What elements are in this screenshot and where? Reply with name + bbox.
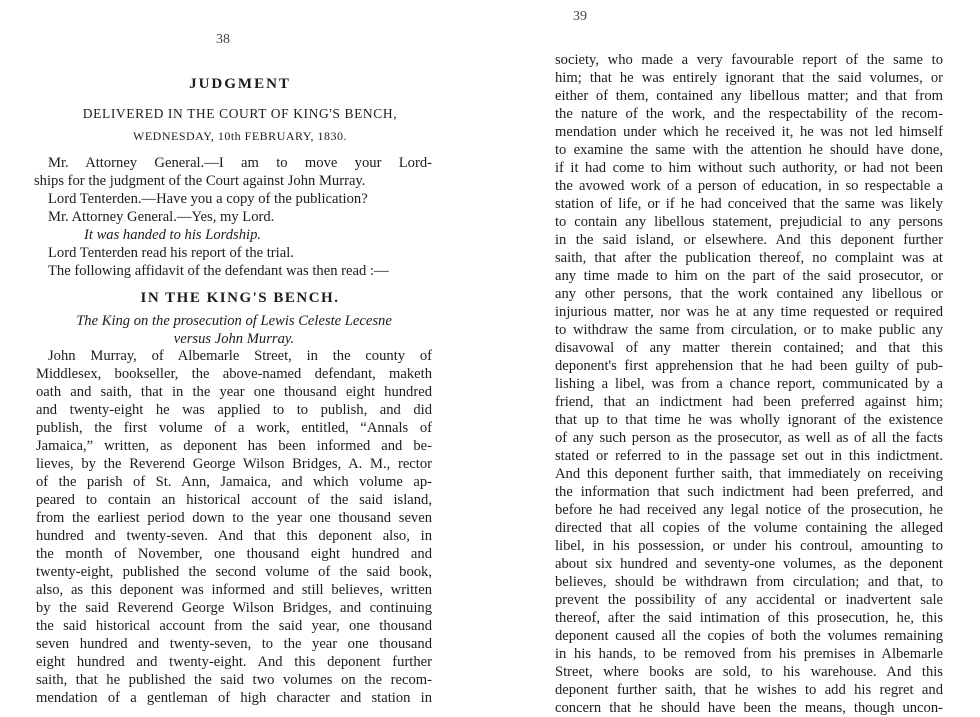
text-line: injurious matter, nor was he at any time requested or required: [555, 304, 943, 320]
text-line: in his hands, to be removed from his premises in Albemarle: [555, 646, 943, 662]
text-line: directed that all copies of the volume containing the alleged: [555, 520, 943, 536]
text-line: in the said island, or elsewhere. And this deponent further: [555, 232, 943, 248]
text-line: the nature of the work, and the respectability of the recom-: [555, 106, 943, 122]
text-line: before he had received any legal notice of the prosecution, he: [555, 502, 943, 518]
affidavit-text: [36, 347, 432, 707]
text-line: friend, that an indictment had been preferred against him;: [555, 394, 943, 410]
dialogue-line: Lord Tenterden.—Have you a copy of the publication?: [48, 191, 368, 207]
text-line: the avowed work of a person of education, in so respectable a: [555, 178, 943, 194]
text-line: stated or referred to in the passage set out in this indictment.: [555, 448, 943, 464]
text-line: the said historical account from the said year, one thousand: [36, 618, 432, 634]
text-line: Jamaica,” written, as deponent has been informed and be-: [36, 438, 432, 454]
text-line: the month of November, one thousand eight hundred and: [36, 546, 432, 562]
left-page: [0, 0, 480, 714]
text-line: hundred and twenty-seven. And that this deponent also, in: [36, 528, 432, 544]
page-number: 39: [573, 9, 587, 24]
page-number: 38: [216, 32, 230, 47]
case-title: [36, 312, 432, 348]
text-line: twenty-eight, published the second volume of the said book,: [36, 564, 432, 580]
text-line: deponent further saith, that he wishes to add his regret and: [555, 682, 943, 698]
text-line: station of life, or if he had conceived that the same was likely: [555, 196, 943, 212]
subtitle: DELIVERED IN THE COURT OF KING'S BENCH,: [82, 106, 398, 121]
text-line: prevent the possibility of any accidental or inadvertent sale: [555, 592, 943, 608]
case-line: versus John Murray.: [173, 331, 295, 347]
dialogue-block: [36, 154, 432, 280]
text-line: by the said Reverend George Wilson Bridges, and continuing: [36, 600, 432, 616]
dialogue-line: ships for the judgment of the Court against John Murray.: [34, 173, 366, 189]
text-line: lieves, by the Reverend George Wilson Bridges, A. M., rector: [36, 456, 432, 472]
text-line: of the parish of St. Ann, Jamaica, and which volume ap-: [36, 474, 432, 490]
text-line: oath and saith, that in the year one thousand eight hundred: [36, 384, 432, 400]
text-line: libel, in his possession, or under his controul, amounting to: [555, 538, 943, 554]
text-line: also, as this deponent was informed and still believes, written: [36, 582, 432, 598]
dialogue-line: The following affidavit of the defendant was then read :—: [48, 263, 389, 279]
text-line: seven hundred and twenty-seven, to the year one thousand: [36, 636, 432, 652]
text-line: to examine the same with the attention he should have done,: [555, 142, 943, 158]
text-line: to withdraw the same from circulation, or to make public any: [555, 322, 943, 338]
text-line: believes, should be withdrawn from circulation; and that, to: [555, 574, 943, 590]
text-line: from the earliest period down to the year one thousand seven: [36, 510, 432, 526]
text-line: mendation under which he received it, he was not led himself: [555, 124, 943, 140]
text-line: of any such person as the prosecutor, as well as of all the facts: [555, 430, 943, 446]
text-line: if it had come to him without such authority, or had not been: [555, 160, 943, 176]
text-line: any other persons, that the work contained any libellous or: [555, 286, 943, 302]
text-line: concern that he should have been the means, though uncon-: [555, 700, 943, 716]
continued-text: [555, 51, 943, 717]
text-line: John Murray, of Albemarle Street, in the county of: [48, 348, 432, 364]
text-line: that up to that time he was wholly ignorant of the existence: [555, 412, 943, 428]
text-line: thereof, after the said intimation of this prosecution, he, this: [555, 610, 943, 626]
text-line: about six hundred and seventy-one volumes, as the deponent: [555, 556, 943, 572]
page-title: JUDGMENT: [189, 76, 291, 92]
text-line: any time made to him on the part of the said prosecutor, or: [555, 268, 943, 284]
text-line: saith, that he published the said two volumes on the recom-: [36, 672, 432, 688]
text-line: deponent's first apprehension that he had been guilty of pub-: [555, 358, 943, 374]
text-line: him; that he was entirely ignorant that the said volumes, or: [555, 70, 943, 86]
text-line: deponent caused all the copies of both the volumes remaining: [555, 628, 943, 644]
dialogue-line: Lord Tenterden read his report of the trial.: [48, 245, 294, 261]
text-line: lishing a libel, was from a chance report, communicated by a: [555, 376, 943, 392]
date-line: WEDNESDAY, 10th FEBRUARY, 1830.: [133, 129, 347, 143]
text-line: saith, that after the publication thereof, no complaint was at: [555, 250, 943, 266]
text-line: Street, where books are sold, to his warehouse. And this: [555, 664, 943, 680]
text-line: the information that such indictment had been preferred, and: [555, 484, 943, 500]
text-line: peared to contain an historical account of the said island,: [36, 492, 432, 508]
text-line: eight hundred and twenty-eight. And this deponent further: [36, 654, 432, 670]
dialogue-line: Mr. Attorney General.—I am to move your Lord-: [48, 155, 432, 171]
text-line: and twenty-eight he was applied to to publish, and did: [36, 402, 432, 418]
text-line: publish, the first volume of a work, entitled, “Annals of: [36, 420, 432, 436]
case-line: The King on the prosecution of Lewis Celeste Lecesne: [76, 313, 392, 329]
text-line: And this deponent further saith, that immediately on receiving: [555, 466, 943, 482]
dialogue-line: It was handed to his Lordship.: [84, 227, 262, 243]
dialogue-line: Mr. Attorney General.—Yes, my Lord.: [48, 209, 275, 225]
text-line: either of them, contained any libellous matter; and that from: [555, 88, 943, 104]
right-page: [490, 0, 980, 714]
text-line: mendation of a gentleman of high character and station in: [36, 690, 432, 706]
text-line: society, who made a very favourable report of the same to: [555, 52, 943, 68]
text-line: disavowal of any matter therein contained; and that this: [555, 340, 943, 356]
text-line: to contain any libellous statement, prejudicial to any persons: [555, 214, 943, 230]
text-line: Middlesex, bookseller, the above-named defendant, maketh: [36, 366, 432, 382]
section-heading: IN THE KING'S BENCH.: [140, 290, 340, 306]
